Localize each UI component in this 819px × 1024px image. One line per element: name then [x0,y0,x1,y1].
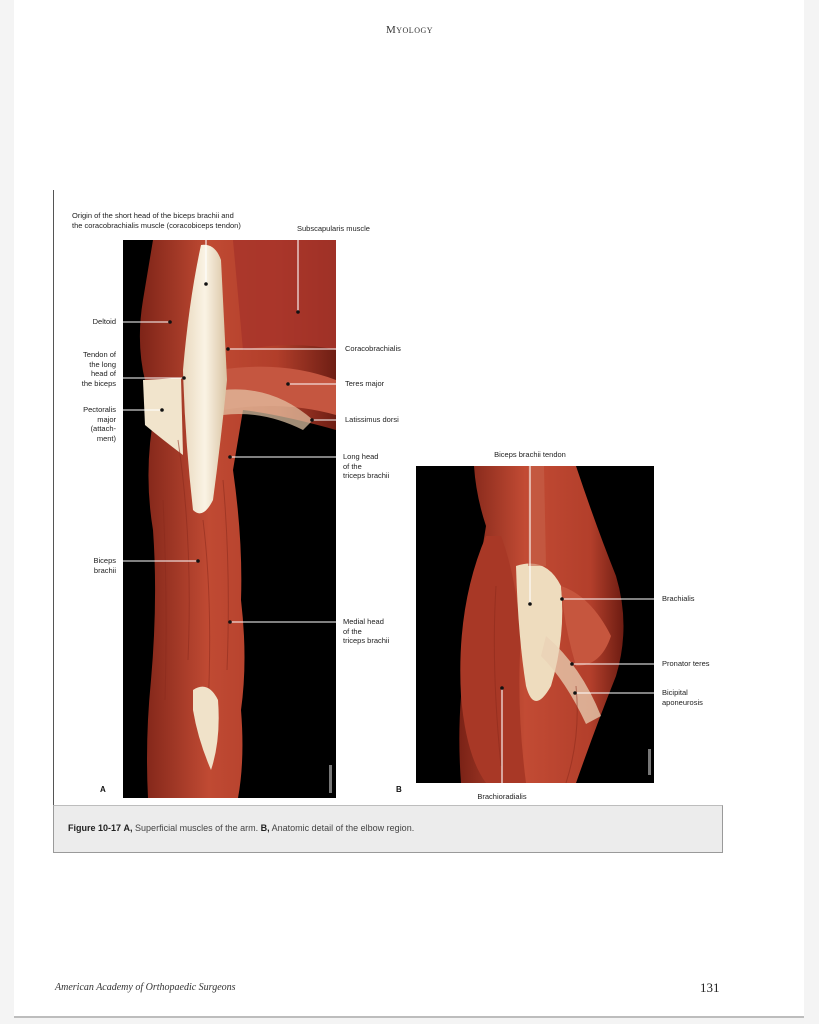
panel-a-photo [123,240,336,798]
caption-b-letter: B, [260,823,270,833]
label-deltoid: Deltoid [92,317,116,326]
caption-a-text: Superficial muscles of the arm. [132,823,261,833]
label-brachioradialis: Brachioradialis [477,792,527,801]
figure-number: Figure 10-17 [68,823,122,833]
label-medial-head-triceps: Medial head of the triceps brachii [343,617,390,645]
running-head: Myology [385,24,434,36]
label-tendon-long-head: Tendon of the long head of the biceps [81,350,116,388]
publisher-footer: American Academy of Orthopaedic Surgeons [55,982,236,993]
page-number: 131 [700,980,720,995]
label-long-head-triceps: Long head of the triceps brachii [343,452,390,480]
label-pronator-teres: Pronator teres [662,659,710,668]
figure-caption [68,823,414,833]
panel-a-letter: A [100,785,106,794]
label-brachialis: Brachialis [662,594,695,603]
label-pectoralis-major: Pectoralis major (attach- ment) [83,405,116,443]
arm-anatomy-illustration [123,240,336,798]
caption-b-text: Anatomic detail of the elbow region. [269,823,415,833]
figure-caption-bar [53,805,723,853]
label-coracobrachialis: Coracobrachialis [345,344,401,353]
label-teres-major: Teres major [345,379,385,388]
label-subscapularis: Subscapularis muscle [297,224,370,233]
label-biceps-tendon: Biceps brachii tendon [494,450,566,459]
label-latissimus-dorsi: Latissimus dorsi [345,415,399,424]
label-origin-short-head: Origin of the short head of the biceps brachii and the coracobrachialis muscle (coracobiceps tendon) [72,211,241,230]
elbow-anatomy-illustration [416,466,654,783]
label-bicipital-aponeurosis: Bicipital aponeurosis [662,688,703,707]
panel-b-letter: B [396,785,402,794]
caption-a-letter: A, [123,823,133,833]
label-biceps-brachii: Biceps brachii [93,556,116,575]
panel-b-photo [416,466,654,783]
